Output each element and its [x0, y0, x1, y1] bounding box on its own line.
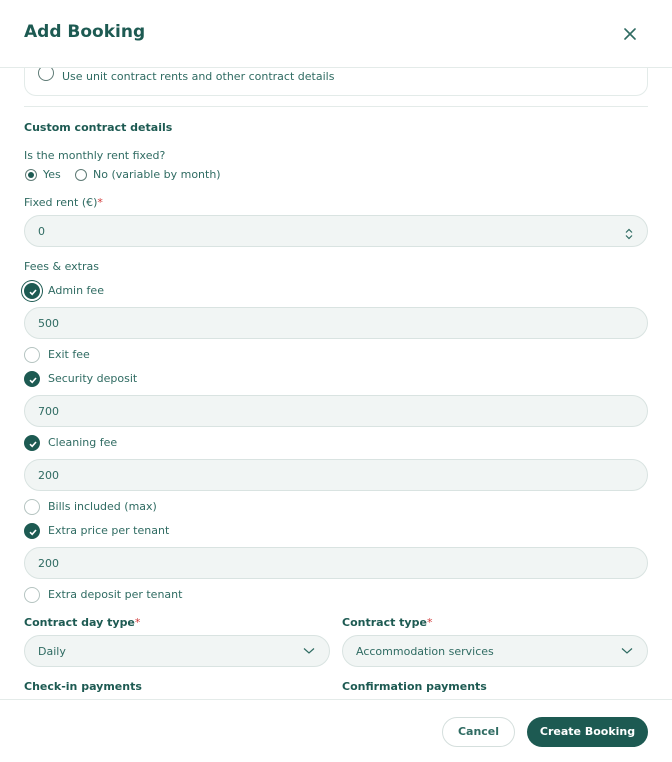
check-icon — [28, 527, 38, 537]
cleaning-fee-checkbox[interactable] — [24, 435, 40, 451]
fixed-rent-input[interactable] — [24, 215, 648, 247]
fees-extras-label: Fees & extras — [24, 260, 99, 273]
fixed-yes-radio[interactable] — [25, 169, 37, 181]
contract-day-type-label-text: Contract day type — [24, 616, 135, 629]
contract-type-label — [342, 616, 432, 629]
admin-fee-checkbox[interactable] — [24, 283, 40, 299]
cancel-button[interactable]: Cancel — [442, 717, 515, 747]
modal-footer — [0, 699, 672, 762]
cleaning-fee-value: 200 — [38, 469, 59, 482]
fixed-rent-value: 0 — [38, 225, 45, 238]
modal-title: Add Booking — [24, 22, 146, 42]
security-deposit-label: Security deposit — [48, 372, 138, 385]
admin-fee-value: 500 — [38, 317, 59, 330]
check-icon — [28, 439, 38, 449]
create-booking-button[interactable]: Create Booking — [527, 717, 648, 747]
custom-contract-title: Custom contract details — [24, 121, 173, 134]
fixed-no-label: No (variable by month) — [93, 168, 221, 181]
contract-day-type-select[interactable] — [24, 635, 330, 667]
contract-type-select[interactable] — [342, 635, 648, 667]
required-mark: * — [97, 196, 103, 209]
check-icon — [28, 375, 38, 385]
required-mark: * — [134, 616, 141, 629]
check-icon — [28, 287, 38, 297]
check-in-payments-label: Check-in payments — [24, 680, 142, 693]
extra-price-per-tenant-input[interactable] — [24, 547, 648, 579]
exit-fee-checkbox[interactable] — [24, 347, 40, 363]
fixed-rent-label-text: Fixed rent (€) — [24, 196, 98, 209]
use-unit-contract-label: Use unit contract rents and other contract details — [62, 70, 335, 83]
chevron-down-icon — [303, 647, 315, 655]
number-spinner-icon[interactable] — [625, 225, 633, 237]
contract-type-label-text: Contract type — [342, 616, 427, 629]
security-deposit-input[interactable] — [24, 395, 648, 427]
admin-fee-input[interactable] — [24, 307, 648, 339]
contract-source-card — [24, 68, 648, 96]
cleaning-fee-input[interactable] — [24, 459, 648, 491]
fixed-no-radio[interactable] — [75, 169, 87, 181]
bills-included-checkbox[interactable] — [24, 499, 40, 515]
required-mark: * — [426, 616, 433, 629]
extra-price-per-tenant-checkbox[interactable] — [24, 523, 40, 539]
extra-price-per-tenant-label: Extra price per tenant — [48, 524, 170, 537]
contract-day-type-label — [24, 616, 140, 629]
contract-type-value: Accommodation services — [356, 645, 494, 658]
modal-header — [0, 0, 672, 68]
fixed-yes-label: Yes — [43, 168, 61, 181]
use-unit-contract-radio[interactable] — [38, 68, 54, 81]
divider — [24, 106, 648, 107]
security-deposit-value: 700 — [38, 405, 59, 418]
cleaning-fee-label: Cleaning fee — [48, 436, 118, 449]
monthly-fixed-question: Is the monthly rent fixed? — [24, 149, 166, 162]
exit-fee-label: Exit fee — [48, 348, 90, 361]
extra-price-per-tenant-value: 200 — [38, 557, 59, 570]
close-icon[interactable] — [620, 24, 640, 44]
bills-included-label: Bills included (max) — [48, 500, 157, 513]
modal-body — [0, 68, 672, 699]
fixed-rent-label — [24, 196, 103, 209]
admin-fee-label: Admin fee — [48, 284, 104, 297]
security-deposit-checkbox[interactable] — [24, 371, 40, 387]
confirmation-payments-label: Confirmation payments — [342, 680, 487, 693]
extra-deposit-per-tenant-checkbox[interactable] — [24, 587, 40, 603]
chevron-down-icon — [621, 647, 633, 655]
contract-day-type-value: Daily — [38, 645, 66, 658]
extra-deposit-per-tenant-label: Extra deposit per tenant — [48, 588, 183, 601]
